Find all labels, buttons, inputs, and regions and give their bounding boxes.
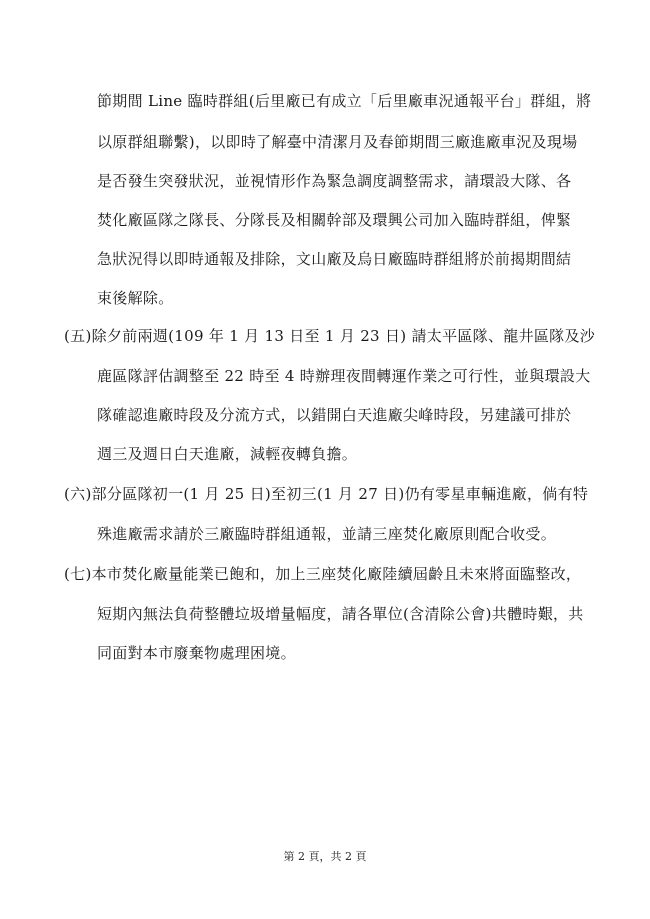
continuation-line-4: 焚化廠區隊之隊長、分隊長及相關幹部及環興公司加入臨時群組，俾緊 [97, 211, 572, 229]
continuation-line-2: 以原群組聯繫)，以即時了解臺中清潔月及春節期間三廠進廠車況及現場 [97, 133, 578, 151]
continuation-line-5: 急狀況得以即時通報及排除，文山廠及烏日廠臨時群組將於前揭期間結 [97, 250, 572, 268]
continuation-line-6: 束後解除。 [97, 289, 174, 307]
page-number-footer: 第 2 頁，共 2 頁 [283, 850, 367, 863]
item-6-line-2: 殊進廠需求請於三廠臨時群組通報，並請三座焚化廠原則配合收受。 [97, 525, 557, 543]
continuation-line-3: 是否發生突發狀況，並視情形作為緊急調度調整需求，請環設大隊、各 [97, 172, 572, 190]
item-7-line-3: 同面對本市廢棄物處理困境。 [97, 644, 296, 662]
item-5-line-3: 隊確認進廠時段及分流方式，以錯開白天進廠尖峰時段，另建議可排於 [97, 406, 572, 424]
item-5-line-2: 鹿區隊評估調整至 22 時至 4 時辦理夜間轉運作業之可行性，並與環設大 [97, 367, 591, 385]
item-6-line-1: (六)部分區隊初一(1 月 25 日)至初三(1 月 27 日)仍有零星車輛進廠，倘有特 [64, 485, 589, 503]
continuation-line-1: 節期間 Line 臨時群組(后里廠已有成立「后里廠車況通報平台」群組，將 [97, 92, 592, 110]
item-7-line-2: 短期內無法負荷整體垃圾增量幅度，請各單位(含清除公會)共體時艱，共 [97, 605, 584, 623]
item-7-line-1: (七)本市焚化廠量能業已飽和，加上三座焚化廠陸續屆齡且未來將面臨整改， [64, 565, 582, 583]
item-5-line-4: 週三及週日白天進廠，減輕夜轉負擔。 [97, 445, 358, 463]
item-5-line-1: (五)除夕前兩週(109 年 1 月 13 日至 1 月 23 日) 請太平區隊、龍井區隊及沙 [64, 327, 596, 345]
